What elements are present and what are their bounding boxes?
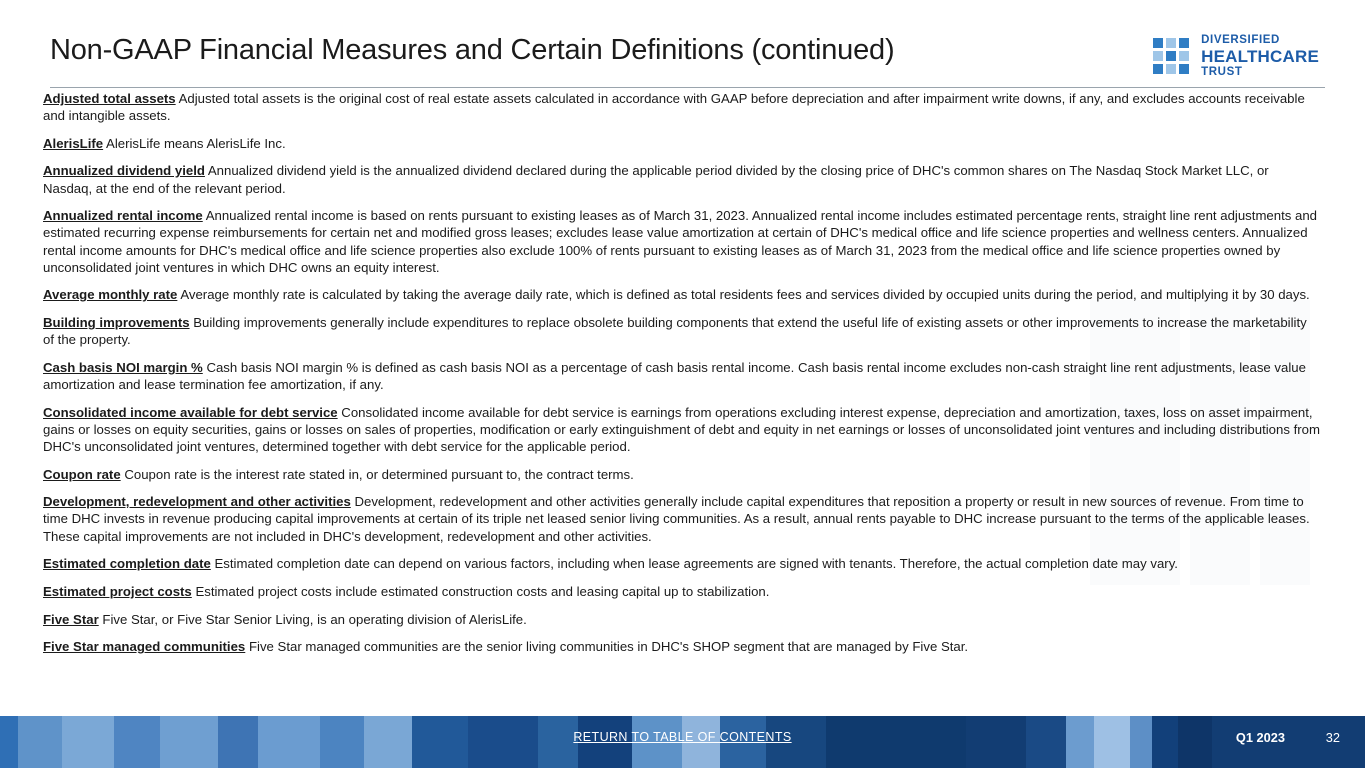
definition-item: [43, 90, 1321, 124]
footer-period-label: Q1 2023: [1235, 730, 1285, 745]
definition-term: Adjusted total assets: [43, 91, 176, 106]
definition-item: [43, 404, 1321, 455]
definition-text: Consolidated income available for debt service is earnings from operations excluding interest expense, depreciation and amortization, taxes, loss on asset impairment, gains or losses on equity securities, gains or losses on sales of properties, modification or early extinguishment of debt and equity in net earnings or losses of unconsolidated joint ventures and including distributions from DHC's unconsolidated joint ventures, determined together with debt service for the applicable period.: [43, 404, 1320, 454]
definition-term: Five Star managed communities: [43, 639, 246, 655]
definition-term: Five Star: [43, 611, 99, 627]
definition-text: Coupon rate is the interest rate stated in, or determined pursuant to, the contract terms.: [124, 466, 634, 482]
definition-text: Adjusted total assets is the original cost of real estate assets calculated in accordance with GAAP before depreciation and after impairment write downs, if any, and excludes accounts receivable and intangible assets.: [43, 91, 1305, 124]
logo-wordmark: [1201, 34, 1319, 79]
definition-term: AlerisLife: [43, 135, 104, 151]
definition-item: [43, 135, 1321, 152]
definition-item: [43, 286, 1321, 303]
definition-text: Building improvements generally include expenditures to replace obsolete building components that extend the useful life of existing assets or other improvements to increase the marketability of the property.: [43, 315, 1307, 348]
definition-term: Estimated project costs: [43, 583, 192, 599]
definition-term: Building improvements: [43, 315, 190, 331]
definition-text: AlerisLife means AlerisLife Inc.: [106, 135, 286, 151]
footer-page-number: 32: [1325, 730, 1340, 745]
definition-text: Five Star, or Five Star Senior Living, is an operating division of AlerisLife.: [102, 611, 527, 627]
definition-text: Estimated project costs include estimated construction costs and leasing capital up to stabilization.: [195, 583, 770, 599]
definition-item: [43, 583, 1321, 600]
definition-text: Average monthly rate is calculated by taking the average daily rate, which is defined as total residents fees and services divided by occupied units during the period, and multiplying it by 30 days.: [180, 287, 1310, 303]
logo-grid-icon: [1153, 38, 1189, 74]
return-to-table-of-contents-link[interactable]: RETURN TO TABLE OF CONTENTS: [573, 730, 792, 744]
definition-item: [43, 638, 1321, 655]
definition-term: Annualized dividend yield: [43, 163, 205, 179]
definition-term: Coupon rate: [43, 466, 121, 482]
definition-text: Five Star managed communities are the senior living communities in DHC's SHOP segment that are managed by Five Star.: [248, 639, 969, 655]
company-logo: [1153, 34, 1319, 79]
definition-item: [43, 611, 1321, 628]
definition-text: Development, redevelopment and other activities generally include capital expenditures that reposition a property or result in new sources of revenue. From time to time DHC invests in revenue producing capital improvements at certain of its triple net leased senior living communities. As a result, annual rents payable to DHC increase pursuant to the terms of the applicable leases. These capital improvements are not included in DHC's development, redevelopment and other activities.: [43, 494, 1310, 544]
definition-term: Cash basis NOI margin %: [43, 359, 203, 375]
definition-item: [43, 555, 1321, 572]
definition-item: [43, 493, 1321, 544]
definition-text: Estimated completion date can depend on various factors, including when lease agreements are signed with tenants. Therefore, the actual completion date may vary.: [214, 556, 1178, 572]
definition-item: [43, 207, 1321, 276]
slide-footer: [0, 716, 1365, 768]
logo-line-1: DIVERSIFIED: [1201, 34, 1280, 46]
definition-item: [43, 359, 1321, 393]
definition-term: Development, redevelopment and other activities: [43, 494, 351, 510]
definition-term: Annualized rental income: [43, 208, 203, 224]
definition-text: Annualized rental income is based on rents pursuant to existing leases as of March 31, 2023. Annualized rental income includes estimated percentage rents, straight line rent adjustments and estimated recurring expense reimbursements for certain net and modified gross leases; excludes lease value amortization at certain of DHC's medical office and life science properties and wellness centers. Annualized rental income amounts for DHC's medical office and life science properties also exclude 100% of rents pursuant to existing leases as of March 31, 2023 from the medical office and life science properties owned by unconsolidated joint ventures in which DHC owns an equity interest.: [43, 208, 1318, 275]
definition-text: Annualized dividend yield is the annualized dividend declared during the applicable period divided by the closing price of DHC's common shares on The Nasdaq Stock Market LLC, or Nasdaq, at the end of the relevant period.: [43, 163, 1269, 196]
definition-item: [43, 162, 1321, 196]
page-title: Non-GAAP Financial Measures and Certain Definitions (continued): [50, 34, 895, 66]
definition-text: Cash basis NOI margin % is defined as cash basis NOI as a percentage of cash basis rental income. Cash basis rental income excludes non-cash straight line rent adjustments, lease value amortization and lease termination fee amortization, if any.: [43, 359, 1306, 393]
slide-header: [50, 34, 1325, 92]
definition-item: [43, 314, 1321, 348]
logo-line-2: HEALTHCARE: [1201, 46, 1319, 66]
logo-line-3: TRUST: [1201, 65, 1243, 78]
definition-term: Average monthly rate: [43, 287, 178, 303]
definition-item: [43, 466, 1321, 483]
definitions-list: [43, 90, 1321, 666]
definition-term: Estimated completion date: [43, 556, 211, 572]
title-divider: [50, 87, 1325, 88]
definition-term: Consolidated income available for debt service: [43, 404, 338, 420]
